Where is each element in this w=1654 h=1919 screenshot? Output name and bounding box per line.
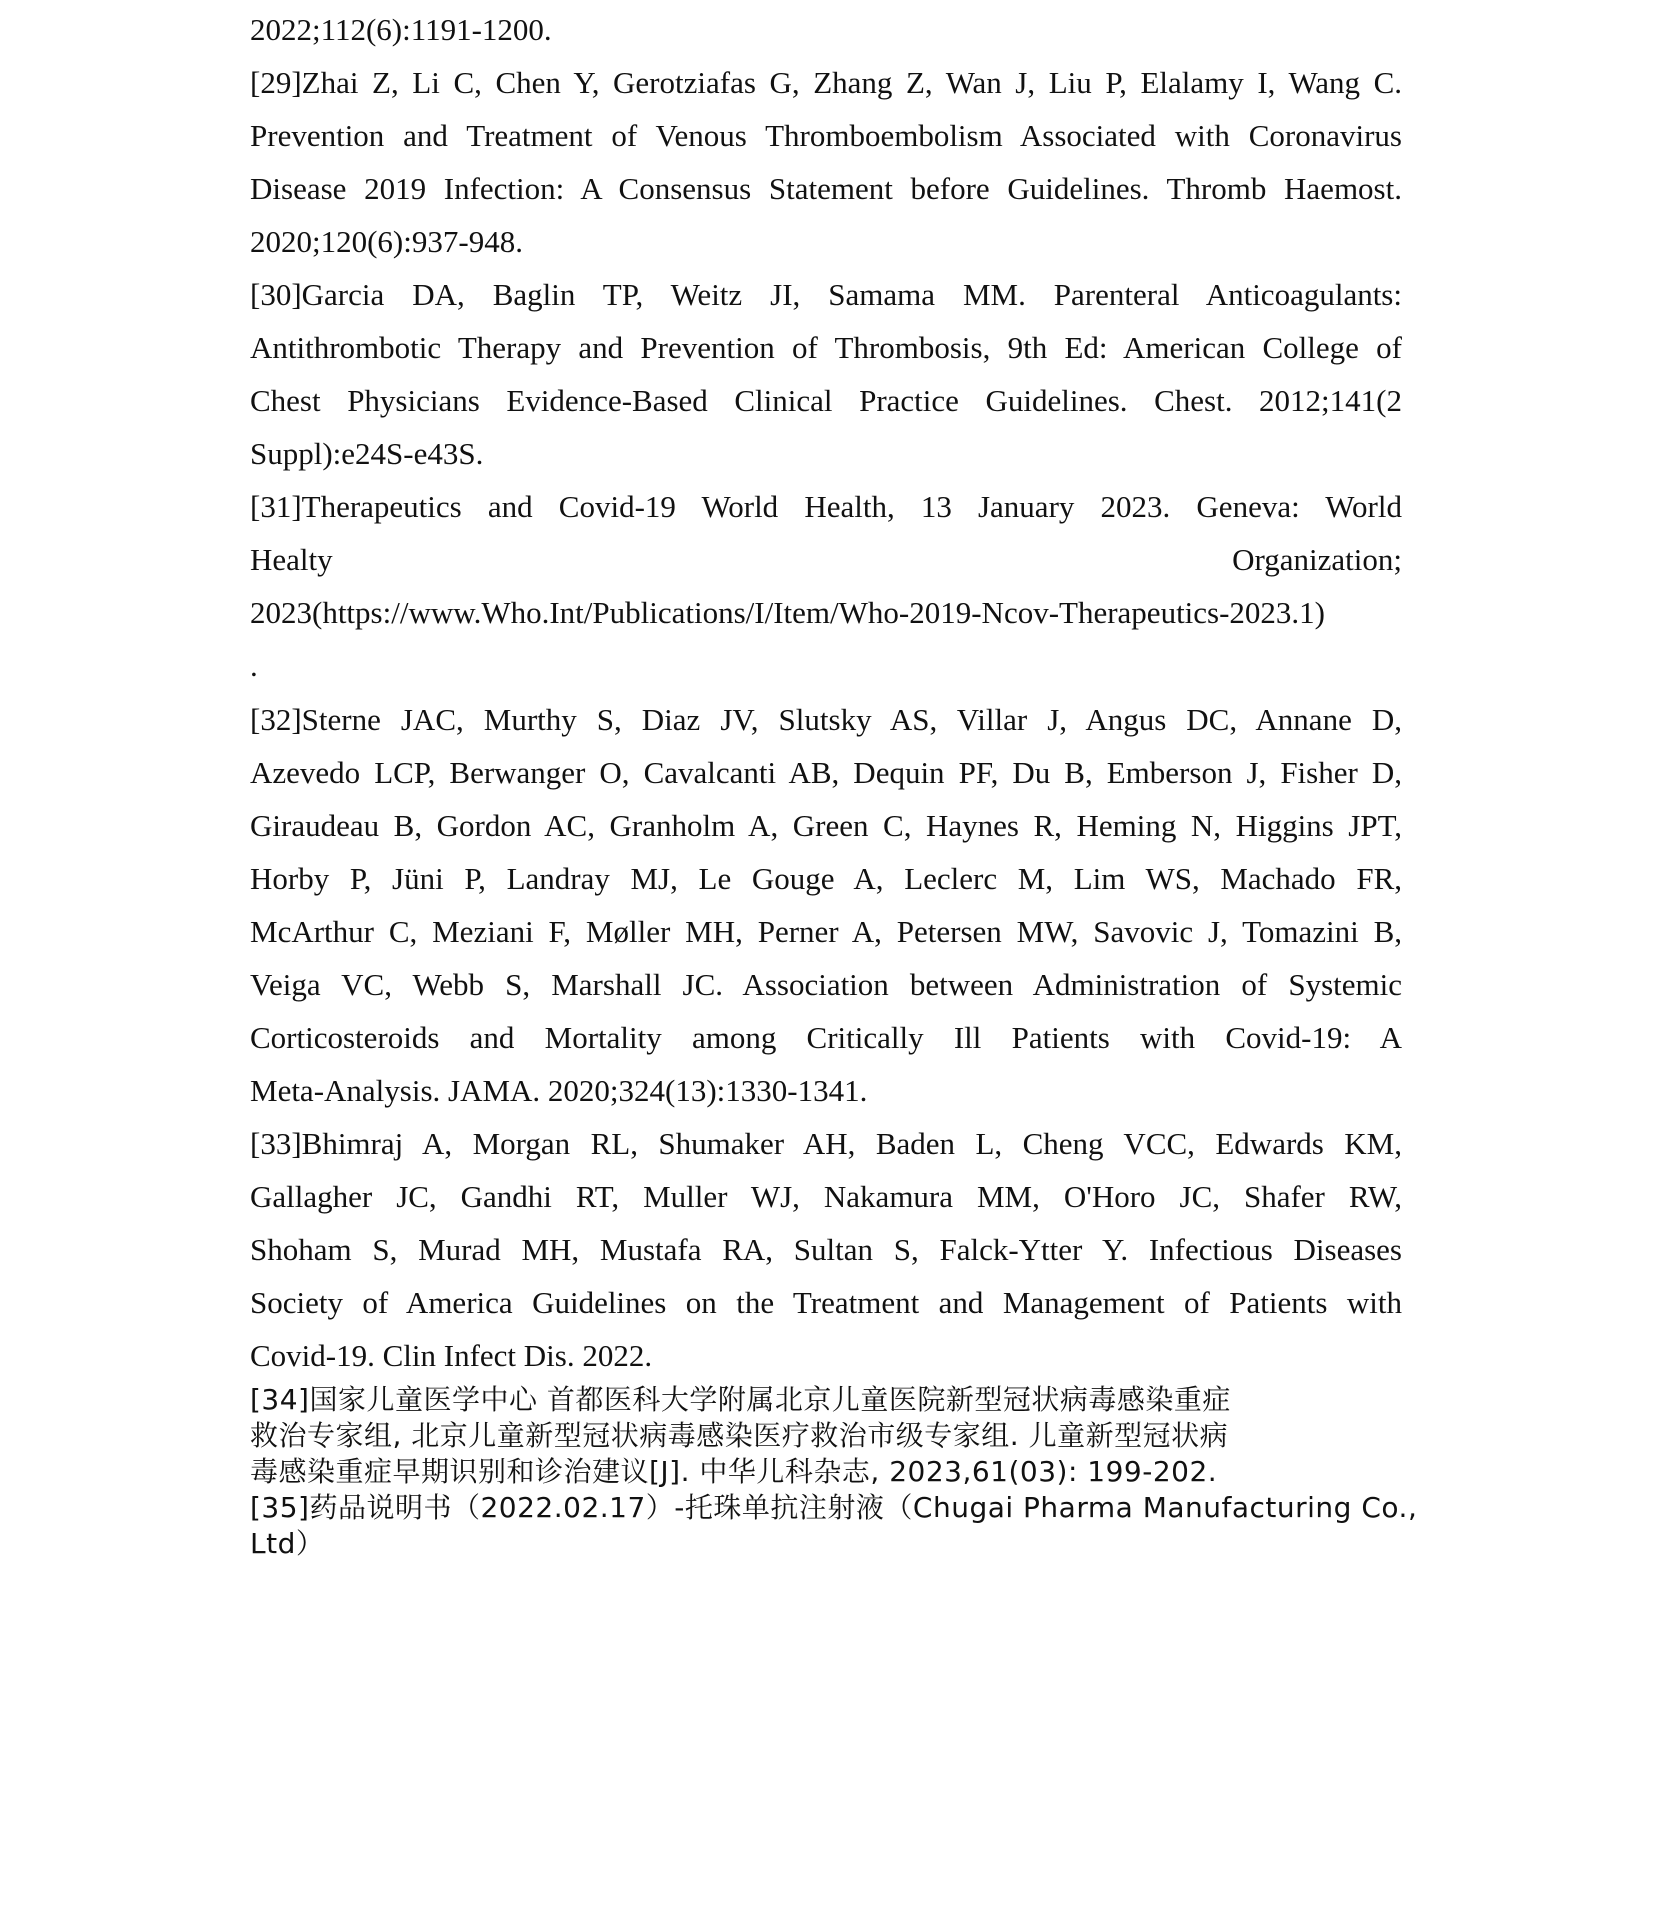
ref-31-line-2: Healty Organization; [250,542,1402,577]
ref-32-line-5: McArthur C, Meziani F, Møller MH, Perner A, Petersen MW, Savovic J, Tomazini B, [250,914,1402,949]
ref-30-line-3: Chest Physicians Evidence-Based Clinical Practice Guidelines. Chest. 2012;141(2 [250,383,1402,418]
ref-32-line-7: Corticosteroids and Mortality among Critically Ill Patients with Covid-19: A [250,1020,1402,1055]
ref-34-line-2: 救治专家组, 北京儿童新型冠状病毒感染医疗救治市级专家组. 儿童新型冠状病 [250,1419,1229,1452]
ref-28-line-4: 2022;112(6):1191-1200. [250,12,552,47]
ref-33-line-3: Shoham S, Murad MH, Mustafa RA, Sultan S, Falck-Ytter Y. Infectious Diseases [250,1232,1402,1267]
ref-33-line-1: [33]Bhimraj A, Morgan RL, Shumaker AH, Baden L, Cheng VCC, Edwards KM, [250,1126,1402,1161]
ref-32-line-4: Horby P, Jüni P, Landray MJ, Le Gouge A, Leclerc M, Lim WS, Machado FR, [250,861,1402,896]
ref-30-line-4: Suppl):e24S-e43S. [250,436,484,471]
ref-31-line-4: . [250,648,258,683]
ref-33-line-2: Gallagher JC, Gandhi RT, Muller WJ, Nakamura MM, O'Horo JC, Shafer RW, [250,1179,1402,1214]
ref-33-line-5: Covid-19. Clin Infect Dis. 2022. [250,1338,653,1373]
ref-32-line-1: [32]Sterne JAC, Murthy S, Diaz JV, Slutsky AS, Villar J, Angus DC, Annane D, [250,702,1402,737]
ref-29-line-1: [29]Zhai Z, Li C, Chen Y, Gerotziafas G, Zhang Z, Wan J, Liu P, Elalamy I, Wang C. [250,65,1402,100]
ref-32-line-8: Meta-Analysis. JAMA. 2020;324(13):1330-1341. [250,1073,868,1108]
ref-29-line-3: Disease 2019 Infection: A Consensus Statement before Guidelines. Thromb Haemost. [250,171,1402,206]
ref-32-line-6: Veiga VC, Webb S, Marshall JC. Association between Administration of Systemic [250,967,1402,1002]
ref-31-line-1: [31]Therapeutics and Covid-19 World Health, 13 January 2023. Geneva: World [250,489,1402,524]
ref-33-line-4: Society of America Guidelines on the Treatment and Management of Patients with [250,1285,1402,1320]
ref-30-line-2: Antithrombotic Therapy and Prevention of Thrombosis, 9th Ed: American College of [250,330,1402,365]
ref-35-line-2: Ltd） [250,1527,325,1560]
ref-31-line-3: 2023(https://www.Who.Int/Publications/I/Item/Who-2019-Ncov-Therapeutics-2023.1) [250,595,1326,630]
ref-32-line-2: Azevedo LCP, Berwanger O, Cavalcanti AB, Dequin PF, Du B, Emberson J, Fisher D, [250,755,1402,790]
ref-32-line-3: Giraudeau B, Gordon AC, Granholm A, Green C, Haynes R, Heming N, Higgins JPT, [250,808,1402,843]
ref-29-line-2: Prevention and Treatment of Venous Thromboembolism Associated with Coronavirus [250,118,1402,153]
ref-34-line-1: [34]国家儿童医学中心 首都医科大学附属北京儿童医院新型冠状病毒感染重症 [250,1383,1231,1416]
ref-30-line-1: [30]Garcia DA, Baglin TP, Weitz JI, Samama MM. Parenteral Anticoagulants: [250,277,1402,312]
ref-29-line-4: 2020;120(6):937-948. [250,224,523,259]
ref-34-line-3: 毒感染重症早期识别和诊治建议[J]. 中华儿科杂志, 2023,61(03): 199-202. [250,1455,1218,1488]
ref-35-line-1: [35]药品说明书（2022.02.17）-托珠单抗注射液（Chugai Pharma Manufacturing Co., [250,1491,1418,1524]
